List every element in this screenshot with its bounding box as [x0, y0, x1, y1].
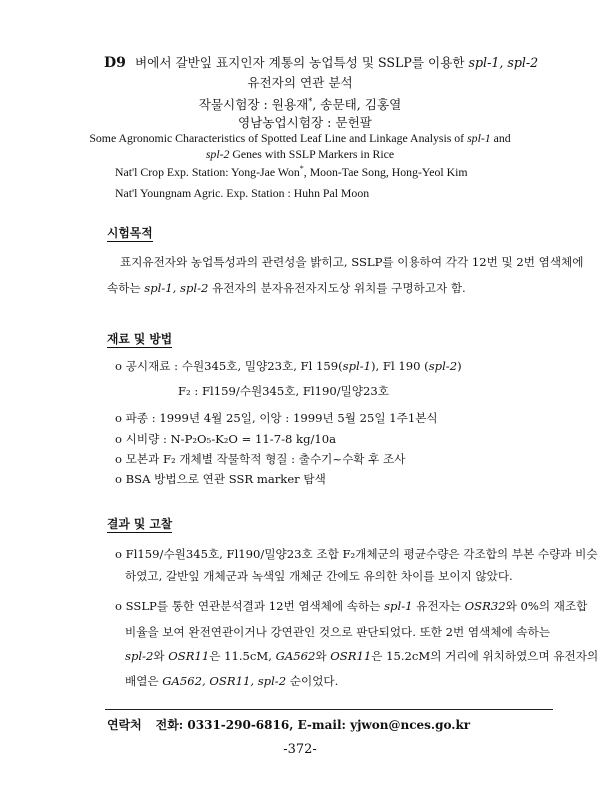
objective-line1: 표지유전자와 농업특성과의 관련성을 밝히고, SSLP를 이용하여 각각 12번 및 2번 염색체에 — [120, 255, 584, 269]
contact-label: 연락처 — [107, 718, 142, 732]
paper-title-line2: 유전자의 연관 분석 — [247, 75, 353, 90]
results-para2-line1: o SSLP를 통한 연관분석결과 12번 염색체에 속하는 spl-1 유전자는 OSR32와 0%의 재조합 — [115, 599, 588, 613]
objective-heading: 시험목적 — [107, 226, 153, 240]
paper-title-line1 — [104, 52, 538, 71]
methods-bullet-sowing: o 파종 : 1999년 4월 25일, 이앙 : 1999년 5월 25일 1주1본식 — [115, 411, 438, 425]
results-para2-line4: 배열은 GA562, OSR11, spl-2 순이었다. — [125, 674, 339, 688]
contact-line — [107, 716, 470, 733]
footer-divider — [105, 709, 553, 710]
methods-heading: 재료 및 방법 — [107, 332, 173, 346]
results-para2-line3: spl-2와 OSR11은 11.5cM, GA562와 OSR11은 15.2cM의 거리에 위치하였으며 유전자의 — [125, 649, 599, 663]
authors-english-1: Nat'l Crop Exp. Station: Yong-Jae Won*, Moon-Tae Song, Hong-Yeol Kim — [115, 164, 468, 179]
title-english-line2: spl-2 Genes with SSLP Markers in Rice — [205, 147, 395, 161]
results-heading: 결과 및 고찰 — [107, 517, 173, 531]
authors-korean-1: 작물시험장 : 원용재*, 송문태, 김홍열 — [198, 96, 402, 112]
methods-bullet-materials-f2: F₂ : Fl159/수원345호, Fl190/밀양23호 — [178, 384, 389, 398]
results-para1-line1: o Fl159/수원345호, Fl190/밀양23호 조합 F₂개체군의 평균수량은 각조합의 부본 수량과 비슷 — [115, 547, 598, 561]
title-korean-a: 벼에서 갈반잎 표지인자 계통의 농업특성 및 SSLP를 이용한 — [134, 55, 469, 70]
results-para1-line2: 하였고, 갈반잎 개체군과 녹색잎 개체군 간에도 유의한 차이를 보이지 않았다. — [125, 569, 513, 583]
title-english-line1: Some Agronomic Characteristics of Spotted Leaf Line and Linkage Analysis of spl-1 and — [89, 131, 511, 145]
methods-bullet-materials: o 공시재료 : 수원345호, 밀양23호, Fl 159(spl-1), Fl 190 (spl-2) — [115, 359, 462, 373]
page-number: -372- — [283, 742, 317, 757]
objective-line2: 속하는 spl-1, spl-2 유전자의 분자유전자지도상 위치를 구명하고자 함. — [107, 281, 466, 295]
contact-value: 전화: 0331-290-6816, E-mail: yjwon@nces.go.kr — [155, 718, 471, 732]
authors-korean-2: 영남농업시험장 : 문헌팔 — [238, 115, 372, 130]
abstract-code: D9 — [104, 55, 126, 71]
methods-bullet-traits: o 모본과 F₂ 개체별 작물학적 형질 : 출수기~수확 후 조사 — [115, 452, 406, 466]
methods-bullet-fertilizer: o 시비량 : N-P₂O₅-K₂O = 11-7-8 kg/10a — [115, 432, 337, 446]
methods-bullet-bsa: o BSA 방법으로 연관 SSR marker 탐색 — [115, 472, 326, 486]
results-para2-line2: 비율을 보여 완전연관이거나 강연관인 것으로 판단되었다. 또한 2번 염색체에 속하는 — [125, 625, 551, 639]
title-korean-gene: spl-1, spl-2 — [468, 55, 539, 70]
authors-english-2: Nat'l Youngnam Agric. Exp. Station : Huhn Pal Moon — [115, 186, 370, 200]
